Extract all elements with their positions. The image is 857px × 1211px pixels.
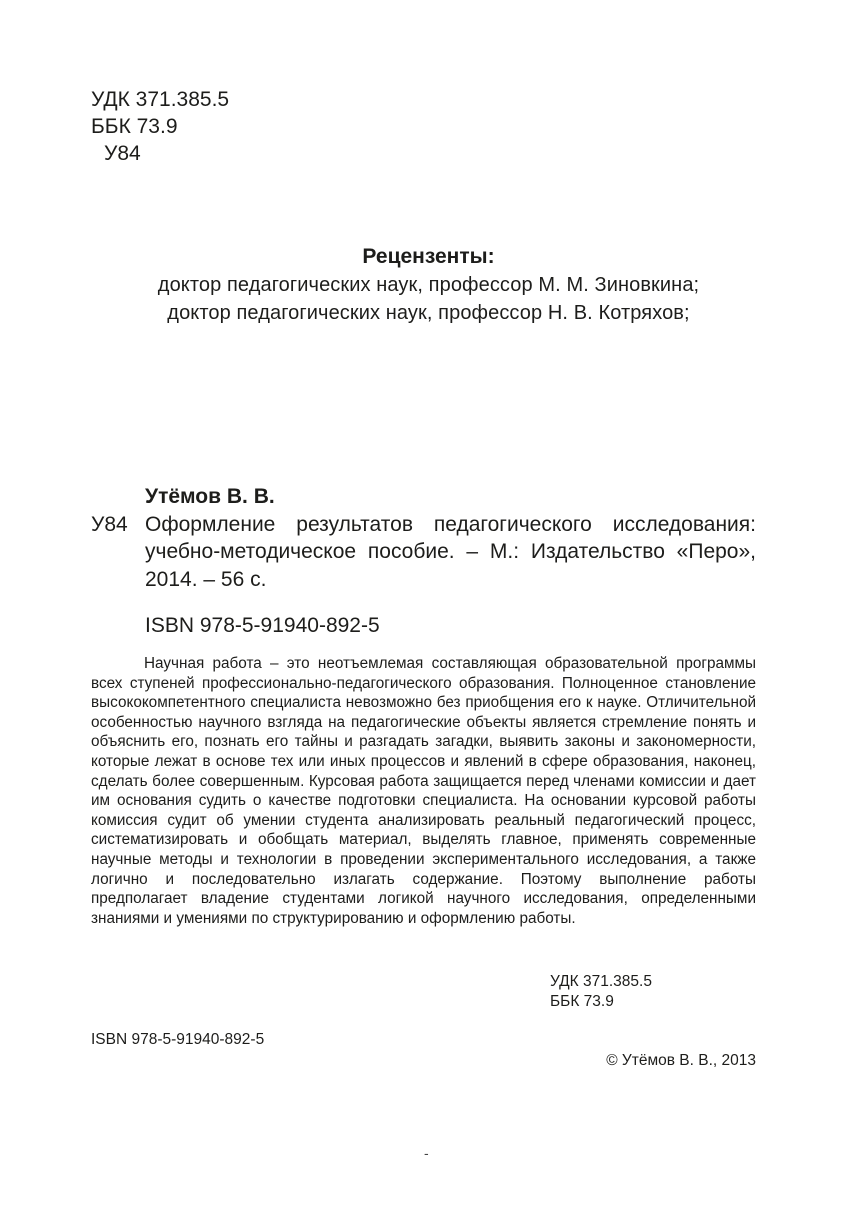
reviewer-line: доктор педагогических наук, профессор М. М. Зиновкина;: [157, 274, 700, 296]
bibliographic-record: [91, 483, 756, 640]
classification-codes: [91, 86, 229, 167]
udk-code: УДК 371.385.5: [91, 88, 230, 111]
copyright: © Утёмов В. В., 2013: [606, 1052, 756, 1069]
entry-cipher: У84: [91, 512, 128, 536]
footer-isbn: ISBN 978-5-91940-892-5: [91, 1031, 265, 1048]
abstract-text: Научная работа – это неотъемлемая составляющая образовательной программы всех ступеней профессионально-педагогического образования. Полноценное становление высококомпетентного специалиста невозможно без приобщения его к науке. Отличительной особенностью научного взгляда на педагогические объекты является стремление понять и объяснить его, познать его тайны и разгадать загадки, выявить законы и закономерности, которые лежат в основе тех или иных процессов и явлений в сфере образования, наконец, сделать более совершенным. Курсовая работа защищается перед членами комиссии и дает им основания судить о качестве подготовки специалиста. На основании курсовой работы комиссия судит об умении студента анализировать реальный педагогический процесс, систематизировать и обобщать материал, выделять главное, применять современные научные методы и технологии в проведении экспериментального исследования, а также логично и последовательно излагать содержание. Поэтому выполнение работы предполагает владение студентами логикой научного исследования, определенными знаниями и умениями по структурированию и оформлению работы.: [91, 655, 756, 927]
isbn: ISBN 978-5-91940-892-5: [145, 614, 380, 637]
book-description: Оформление результатов педагогического исследования: учебно-методическое пособие. – М.: Издательство «Перо», 2014. – 56 с.: [145, 512, 756, 591]
bbk-code: ББК 73.9: [91, 115, 178, 138]
footer-bbk-code: ББК 73.9: [550, 993, 614, 1010]
author-cipher: У84: [104, 142, 141, 165]
footer-classification-codes: [550, 972, 652, 1012]
page-number: -: [424, 1145, 429, 1161]
footer-udk-code: УДК 371.385.5: [550, 973, 652, 990]
reviewers-block: [0, 243, 857, 327]
reviewers-title: Рецензенты:: [362, 245, 495, 268]
reviewer-line: доктор педагогических наук, профессор Н. В. Котряхов;: [167, 302, 690, 324]
bibliographic-entry: [91, 511, 756, 594]
author-name: Утёмов В. В.: [145, 485, 275, 508]
